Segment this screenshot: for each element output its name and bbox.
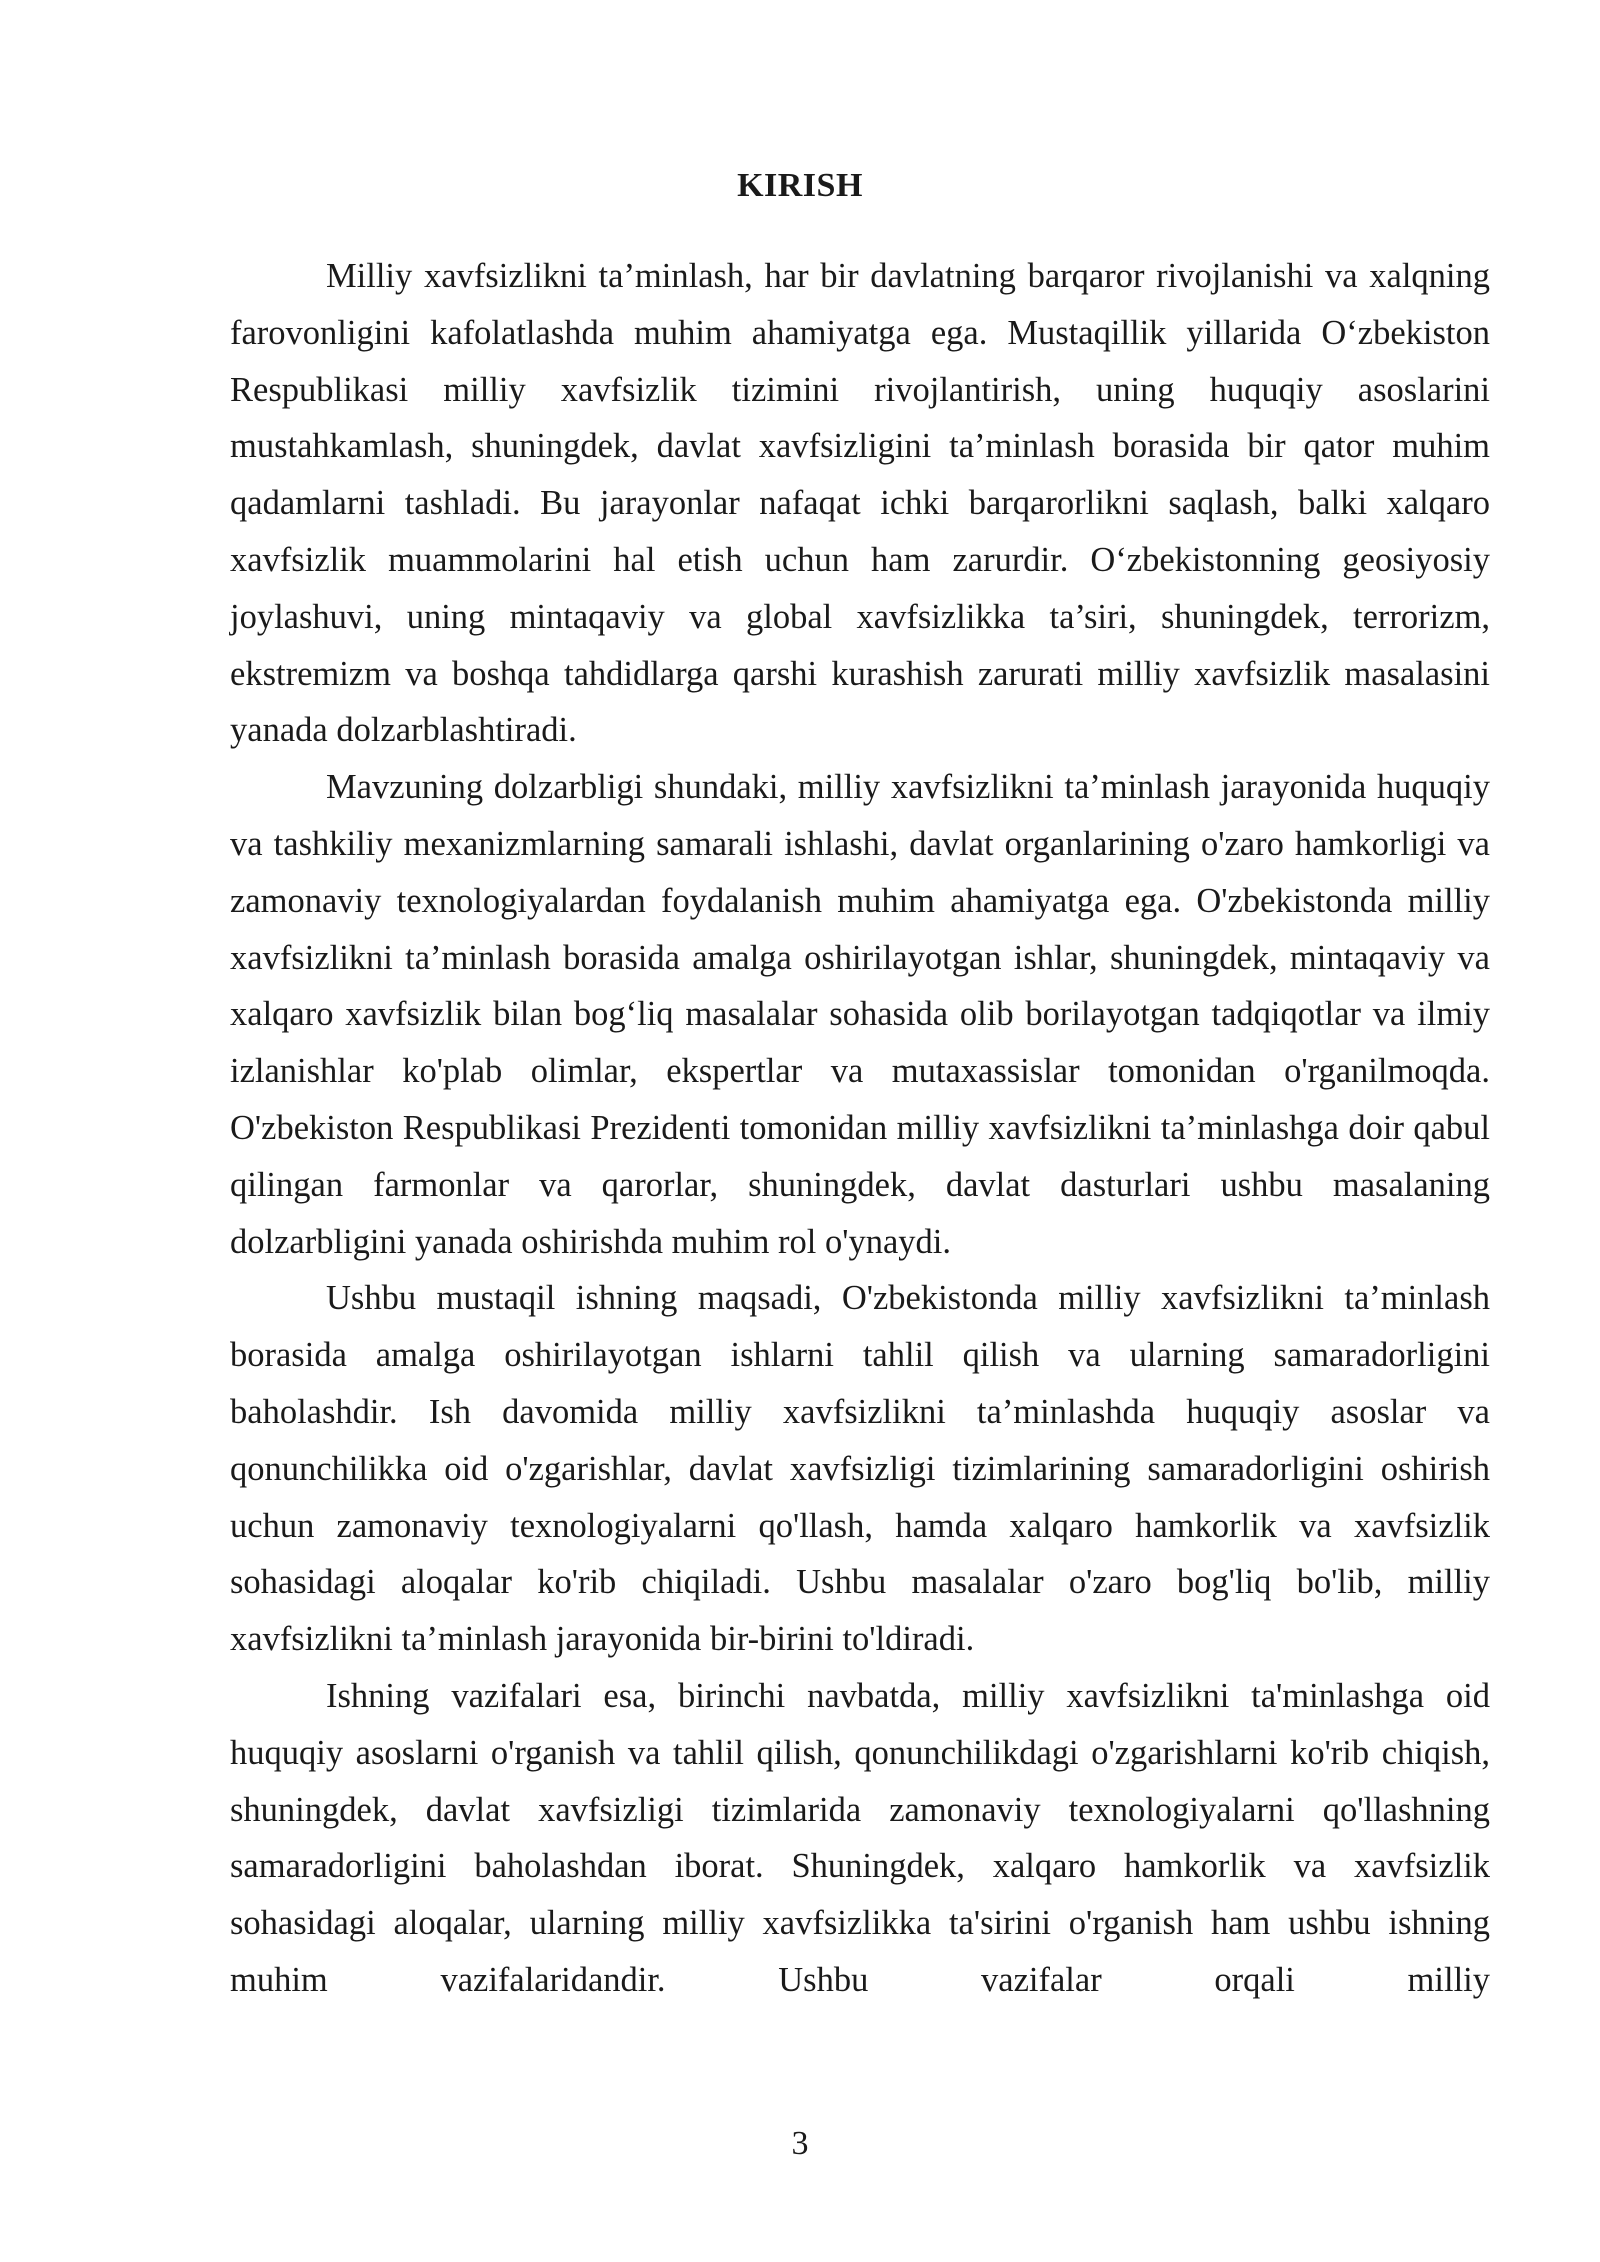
page-number: 3	[791, 2125, 809, 2162]
paragraph-relevance: Mavzuning dolzarbligi shundaki, milliy xavfsizlikni ta’minlash jarayonida huquqiy va tashkiliy mexanizmlarning samarali ishlashi, davlat organlarining o'zaro hamkorligi va zamonaviy texnologiyalardan foydalanish muhim ahamiyatga ega. O'zbekistonda milliy xavfsizlikni ta’minlash borasida amalga oshirilayotgan ishlar, shuningdek, mintaqaviy va xalqaro xavfsizlik bilan bog‘liq masalalar sohasida olib borilayotgan tadqiqotlar va ilmiy izlanishlar ko'plab olimlar, ekspertlar va mutaxassislar tomonidan o'rganilmoqda. O'zbekiston Respublikasi Prezidenti tomonidan milliy xavfsizlikni ta’minlashga doir qabul qilingan farmonlar va qarorlar, shuningdek, davlat dasturlari ushbu masalaning dolzarbligini yanada oshirishda muhim rol o'ynaydi.	[230, 768, 1490, 1261]
paragraph-goal: Ushbu mustaqil ishning maqsadi, O'zbekistonda milliy xavfsizlikni ta’minlash borasida amalga oshirilayotgan ishlarni tahlil qilish va ularning samaradorligini baholashdir. Ish davomida milliy xavfsizlikni ta’minlashda huquqiy asoslar va qonunchilikka oid o'zgarishlar, davlat xavfsizligi tizimlarining samaradorligini oshirish uchun zamonaviy texnologiyalarni qo'llash, hamda xalqaro hamkorlik va xavfsizlik sohasidagi aloqalar ko'rib chiqiladi. Ushbu masalalar o'zaro bog'liq bo'lib, milliy xavfsizlikni ta’minlash jarayonida bir-birini to'ldiradi.	[230, 1279, 1490, 1659]
body-text	[230, 248, 1490, 2009]
paragraph-tasks: Ishning vazifalari esa, birinchi navbatda, milliy xavfsizlikni ta'minlashga oid huquqiy asoslarni o'rganish va tahlil qilish, qonunchilikdagi o'zgarishlarni ko'rib chiqish, shuningdek, davlat xavfsizligi tizimlarida zamonaviy texnologiyalarni qo'llashning samaradorligini baholashdan iborat. Shuningdek, xalqaro hamkorlik va xavfsizlik sohasidagi aloqalar, ularning milliy xavfsizlikka ta'sirini o'rganish ham ushbu ishning muhim vazifalaridandir. Ushbu vazifalar orqali milliy	[230, 1676, 1490, 1999]
paragraph-intro: Milliy xavfsizlikni ta’minlash, har bir davlatning barqaror rivojlanishi va xalqning farovonligini kafolatlashda muhim ahamiyatga ega. Mustaqillik yillarida O‘zbekiston Respublikasi milliy xavfsizlik tizimini rivojlantirish, uning huquqiy asoslarini mustahkamlash, shuningdek, davlat xavfsizligini ta’minlash borasida bir qator muhim qadamlarni tashladi. Bu jarayonlar nafaqat ichki barqarorlikni saqlash, balki xalqaro xavfsizlik muammolarini hal etish uchun ham zarurdir. O‘zbekistonning geosiyosiy joylashuvi, uning mintaqaviy va global xavfsizlikka ta’siri, shuningdek, terrorizm, ekstremizm va boshqa tahdidlarga qarshi kurashish zarurati milliy xavfsizlik masalasini yanada dolzarblashtiradi.	[230, 257, 1490, 750]
page-title: KIRISH	[737, 167, 863, 204]
